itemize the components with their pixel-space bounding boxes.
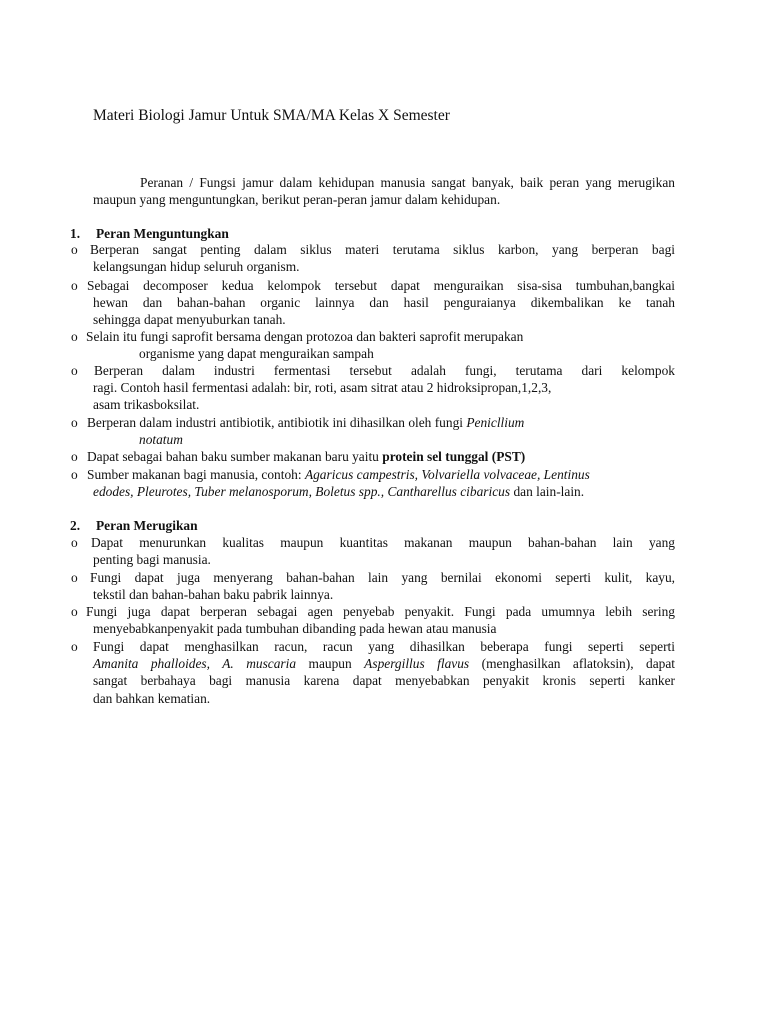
list-item [71,414,675,448]
bullet: o [71,329,78,344]
list-item-line: Berperan dalam industri fermentasi tersebut adalah fungi, terutama dari kelompok [94,363,675,378]
document-title: Materi Biologi Jamur Untuk SMA/MA Kelas X Semester [93,107,450,124]
intro-paragraph: Peranan / Fungsi jamur dalam kehidupan manusia sangat banyak, baik peran yang merugikan maupun yang menguntungkan, berikut peran-peran jamur dalam kehidupan. [93,175,675,208]
list-item [71,534,675,568]
species-name: Amanita phalloides, A. muscaria [93,656,297,672]
bullet: o [71,570,78,585]
list-item-text: Dapat sebagai bahan baku sumber makanan baru yaitu [87,449,379,464]
bullet: o [71,278,78,293]
bullet: o [71,604,78,619]
list-item [71,362,675,414]
list-item [71,603,675,637]
list-item-line: Fungi dapat menghasilkan racun, racun yang dihasilkan beberapa fungi seperti seperti [93,639,675,654]
list-item-line: Fungi juga dapat berperan sebagai agen penyebab penyakit. Fungi pada umumnya lebih sering [86,604,675,619]
list-item-line: menyebabkanpenyakit pada tumbuhan dibanding pada hewan atau manusia [93,621,497,637]
bullet: o [71,467,78,482]
list-item-line: ragi. Contoh hasil fermentasi adalah: bir, roti, asam sitrat atau 2 hidroksipropan,1,2,3, [93,380,552,396]
species-name: Aspergillus flavus [364,656,470,672]
bullet: o [71,363,78,378]
list-item-line: Fungi dapat juga menyerang bahan-bahan lain yang bernilai ekonomi seperti kulit, kayu, [90,570,675,585]
list-item-text: (menghasilkan aflatoksin), dapat [481,656,675,672]
list-item [71,569,675,603]
bullet: o [71,415,78,430]
list-item-text: Berperan dalam industri antibiotik, antibiotik ini dihasilkan oleh fungi [87,415,463,430]
list-item [71,277,675,329]
list-item [71,241,675,275]
list-item-line: sehingga dapat menyuburkan tanah. [93,312,286,328]
list-item-line: sangat berbahaya bagi manusia karena dapat menyebabkan penyakit kronis seperti kanker [93,673,675,689]
list-item-line: kelangsungan hidup seluruh organism. [93,259,300,275]
bullet: o [71,242,78,257]
section-number: 1. [70,226,81,241]
list-item-line: dan bahkan kematian. [93,690,211,706]
list-item [71,638,675,707]
bullet: o [71,639,78,654]
list-item-line: Berperan sangat penting dalam siklus materi terutama siklus karbon, yang berperan bagi [90,242,675,257]
section-title: Peran Menguntungkan [96,226,229,241]
section-heading-peran-merugikan [70,517,198,534]
section-heading-peran-menguntungkan [70,225,229,242]
bullet: o [71,535,78,550]
species-name: Penicllium [466,415,525,430]
species-name: Agaricus campestris, Volvariella volvaceae, Lentinus [304,467,590,482]
list-item-line: hewan dan bahan-bahan organic lainnya dan hasil penguraianya dikembalikan ke tanah [93,295,675,311]
list-item-text: Sumber makanan bagi manusia, contoh: [87,467,302,482]
list-item-line: penting bagi manusia. [93,552,211,568]
bullet: o [71,449,78,464]
list-item [71,448,675,465]
list-item-line: Dapat menurunkan kualitas maupun kuantitas makanan maupun bahan-bahan lain yang [91,535,675,550]
list-item-line: organisme yang dapat menguraikan sampah [139,346,374,362]
list-item-line: Selain itu fungi saprofit bersama dengan protozoa dan bakteri saprofit merupakan [86,329,524,344]
species-name: notatum [139,432,183,448]
list-item-line: asam trikasboksilat. [93,397,200,413]
list-item-line: tekstil dan bahan-bahan baku pabrik lainnya. [93,587,334,603]
list-item-text: dan lain-lain. [513,484,585,500]
list-item [71,466,675,500]
section-title: Peran Merugikan [96,518,198,533]
species-name: edodes, Pleurotes, Tuber melanosporum, Boletus spp., Cantharellus cibaricus [93,484,511,500]
section-number: 2. [70,518,81,533]
list-item-line: Sebagai decomposer kedua kelompok tersebut dapat menguraikan sisa-sisa tumbuhan,bangkai [87,278,675,293]
list-item-text: maupun [308,656,352,672]
list-item [71,328,675,362]
emphasis-text: protein sel tunggal (PST) [382,449,526,464]
